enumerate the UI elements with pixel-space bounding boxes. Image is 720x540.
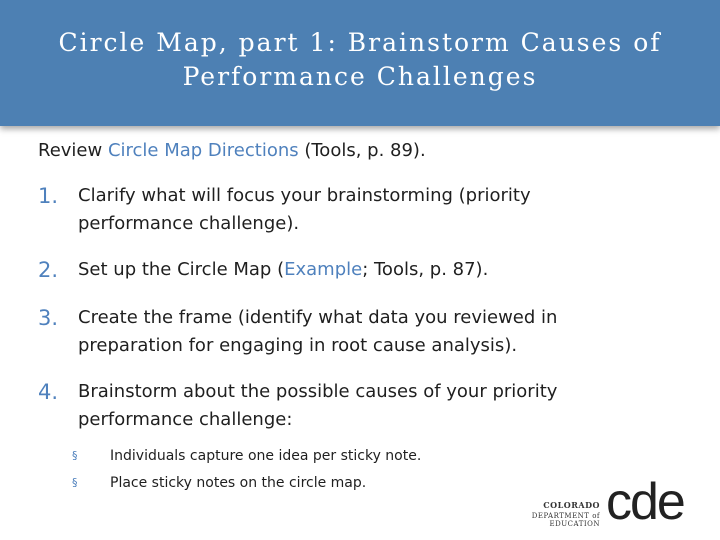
slide-title-line-2: Performance Challenges: [182, 62, 538, 91]
cde-logo: [486, 473, 698, 532]
step-3-number: 3.: [38, 306, 59, 330]
step-2-text: [78, 256, 638, 284]
step-3-text: Create the frame (identify what data you reviewed in preparation for engaging in root cause analysis).: [78, 307, 558, 356]
intro-prefix: Review: [38, 140, 108, 161]
intro-suffix: (Tools, p. 89).: [298, 140, 426, 161]
sub-bullet-1-text: Individuals capture one idea per sticky note.: [110, 448, 422, 464]
logo-mark: cde: [606, 473, 684, 531]
step-1-number: 1.: [38, 184, 59, 208]
slide-title: [20, 26, 700, 94]
example-link[interactable]: Example: [284, 259, 363, 280]
circle-map-directions-link[interactable]: Circle Map Directions: [107, 140, 299, 161]
slide-body: [38, 138, 678, 491]
intro-line: [38, 138, 678, 164]
logo-line-1: COLORADO: [543, 500, 600, 510]
step-2-suffix: ; Tools, p. 87).: [362, 259, 489, 280]
step-2-prefix: Set up the Circle Map (: [78, 259, 285, 280]
sub-bullet-2-text: Place sticky notes on the circle map.: [110, 475, 367, 491]
step-1-text: Clarify what will focus your brainstorming (priority performance challenge).: [78, 185, 531, 234]
step-2-number: 2.: [38, 258, 59, 282]
bullet-icon: §: [72, 476, 78, 489]
step-4-number: 4.: [38, 380, 59, 404]
logo-line-2: DEPARTMENT of EDUCATION: [531, 512, 600, 528]
slide-title-line-1: Circle Map, part 1: Brainstorm Causes of: [58, 28, 662, 57]
bullet-icon: §: [72, 449, 78, 462]
step-4-text: Brainstorm about the possible causes of your priority performance challenge:: [78, 381, 558, 430]
title-bar: [0, 0, 720, 126]
